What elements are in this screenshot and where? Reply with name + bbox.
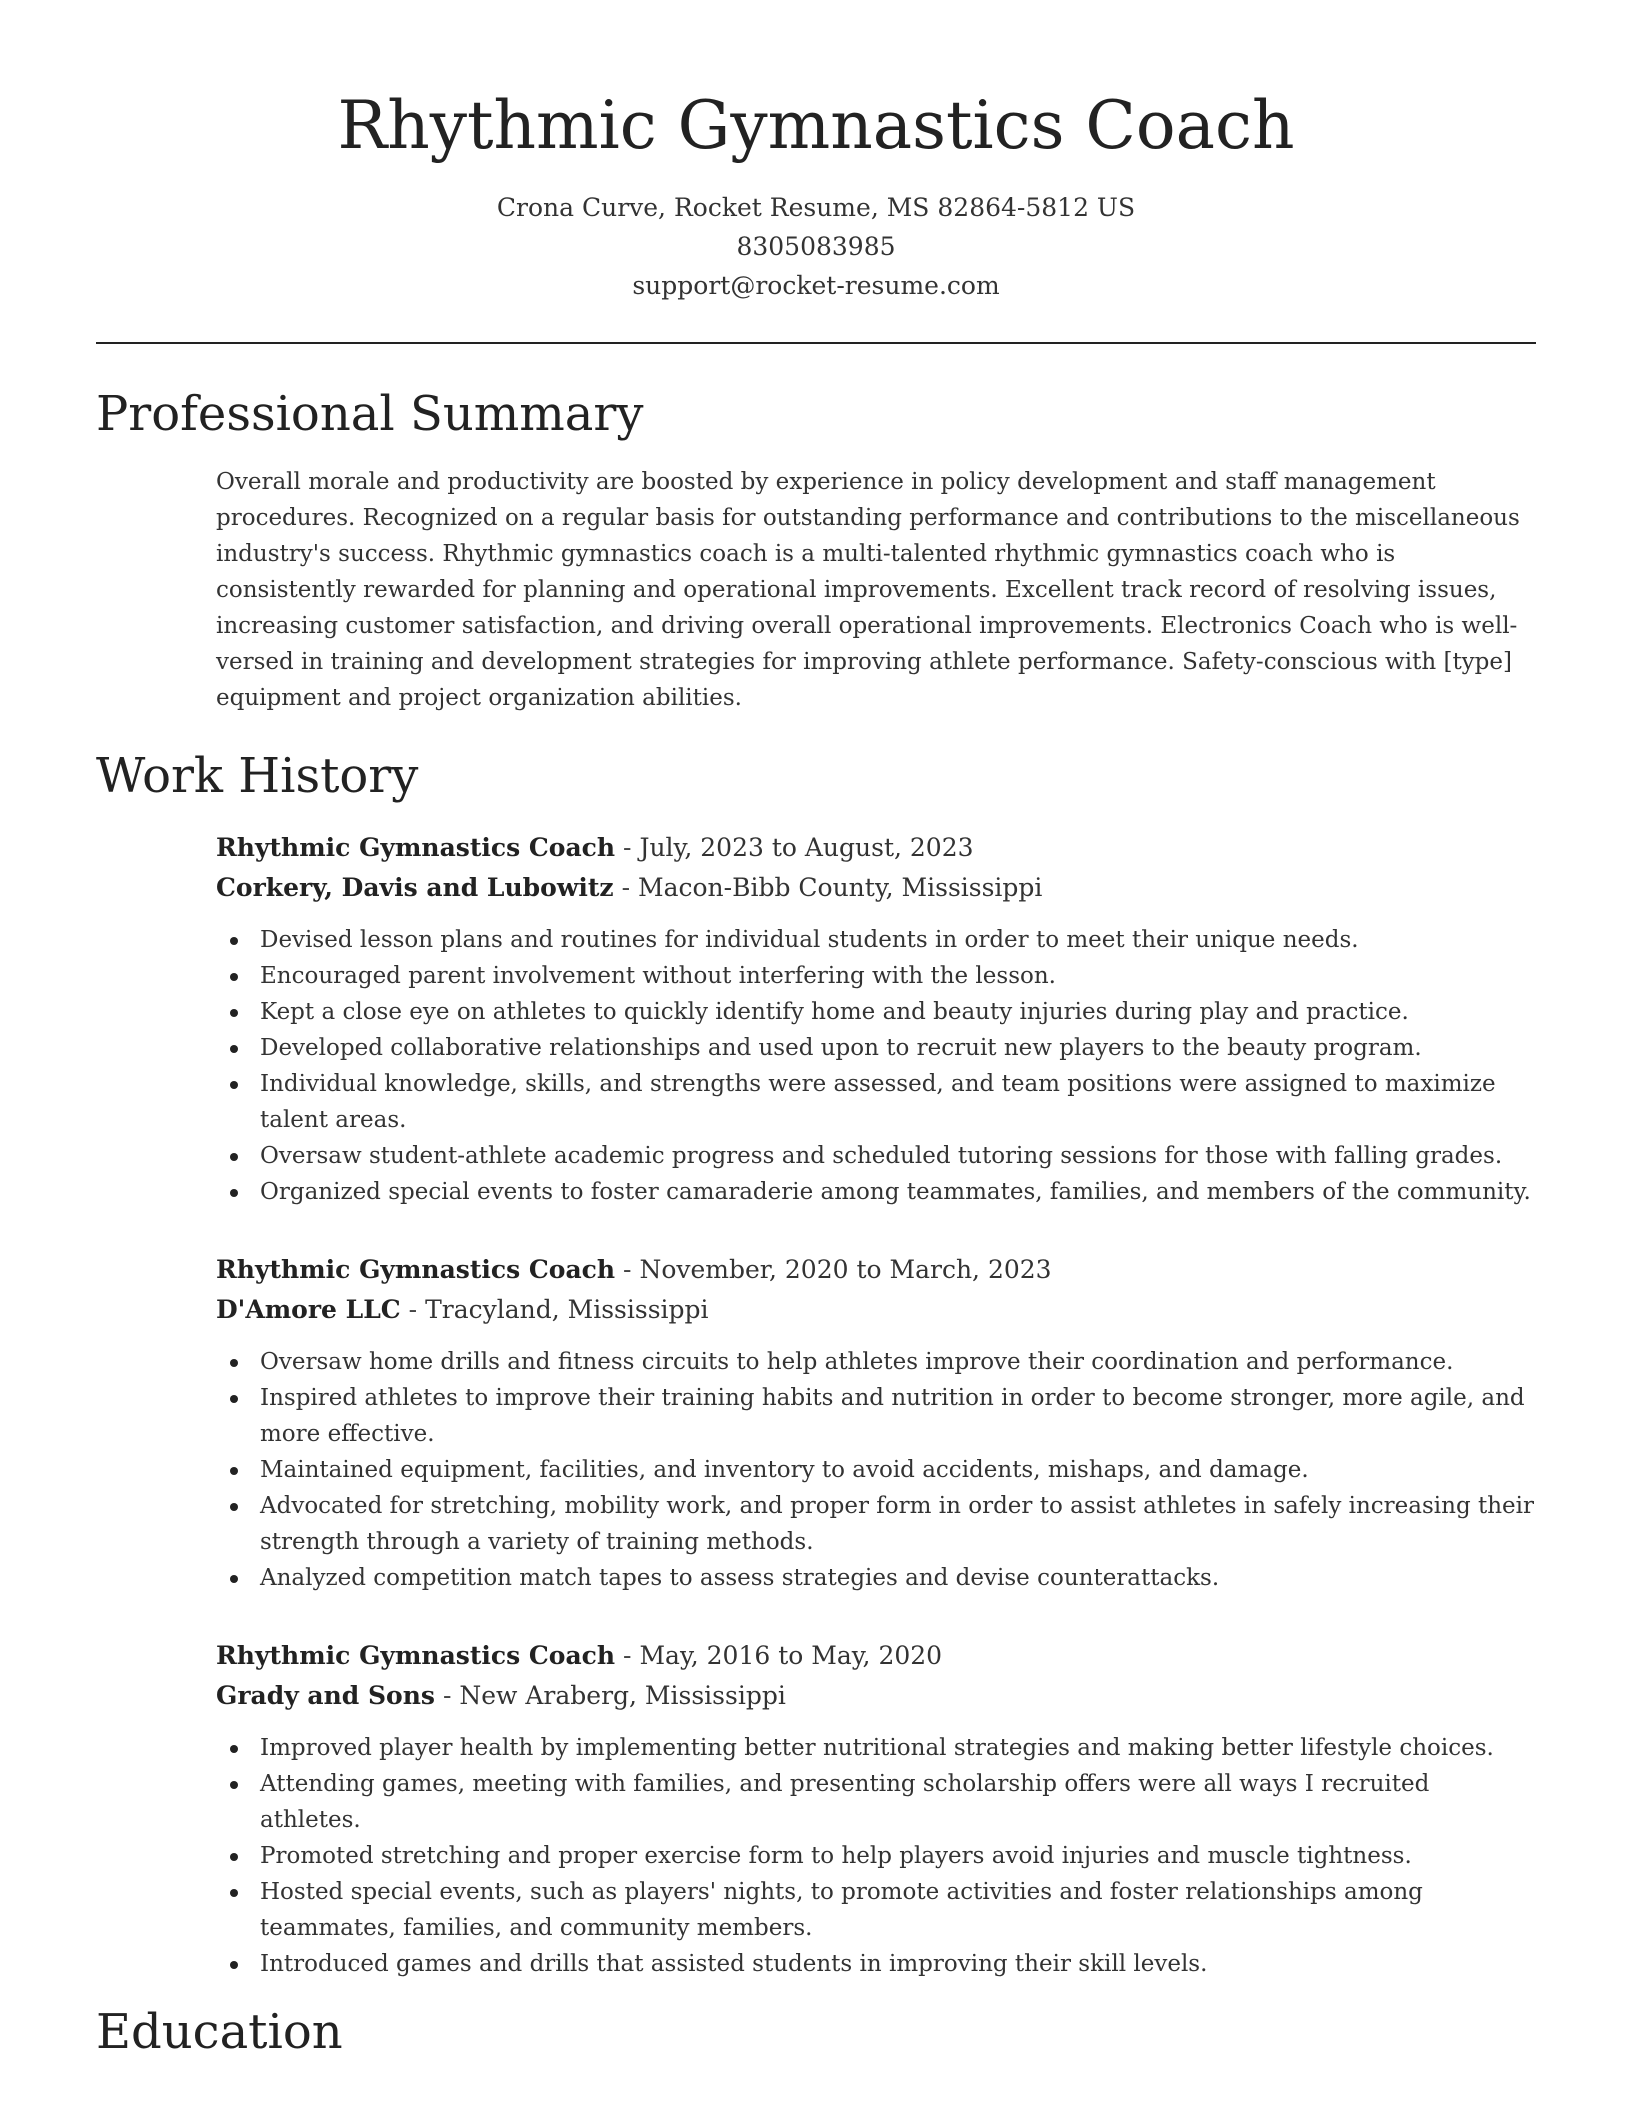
- duty-item: [260, 1138, 1536, 1174]
- duty-text: Improved player health by implementing better nutritional strategies and making better lifestyle choices.: [260, 1735, 1494, 1761]
- job-location: Tracyland, Mississippi: [425, 1295, 709, 1324]
- education-heading: Education: [96, 2004, 343, 2060]
- job-entry: [216, 1250, 1536, 1596]
- duty-text: Oversaw student-athlete academic progress and scheduled tutoring sessions for those with falling grades.: [260, 1143, 1503, 1169]
- resume-title: Rhythmic Gymnastics Coach: [337, 87, 1295, 164]
- job-location: New Araberg, Mississippi: [459, 1681, 786, 1710]
- job-title-line: [216, 828, 1536, 868]
- contact-email: support@rocket-resume.com: [632, 271, 1000, 300]
- duty-text: Encouraged parent involvement without interfering with the lesson.: [260, 963, 1056, 989]
- bullet-icon: [230, 1503, 238, 1511]
- job-company-line: [216, 1676, 1536, 1716]
- duty-item: [260, 1066, 1536, 1138]
- duty-item: [260, 1344, 1536, 1380]
- duty-item: [260, 1766, 1536, 1838]
- bullet-icon: [230, 1961, 238, 1969]
- job-location: Macon-Bibb County, Mississippi: [637, 873, 1043, 902]
- duty-text: Hosted special events, such as players' nights, to promote activities and foster relationships among teammates, families, and community members.: [260, 1879, 1423, 1941]
- bullet-icon: [230, 1153, 238, 1161]
- duty-item: [260, 1380, 1536, 1452]
- separator: -: [623, 833, 632, 862]
- duty-item: [260, 1030, 1536, 1066]
- bullet-icon: [230, 1853, 238, 1861]
- separator: -: [621, 873, 631, 902]
- duty-item: [260, 1730, 1536, 1766]
- separator: -: [442, 1681, 452, 1710]
- bullet-icon: [230, 1081, 238, 1089]
- duty-text: Analyzed competition match tapes to assess strategies and devise counterattacks.: [260, 1565, 1220, 1591]
- bullet-icon: [230, 1045, 238, 1053]
- job-entry: [216, 1636, 1536, 1982]
- separator: -: [408, 1295, 418, 1324]
- duty-text: Maintained equipment, facilities, and inventory to avoid accidents, mishaps, and damage.: [260, 1457, 1309, 1483]
- job-role: Rhythmic Gymnastics Coach: [216, 1255, 616, 1284]
- duty-text: Attending games, meeting with families, and presenting scholarship offers were all ways I recruited athletes.: [260, 1771, 1430, 1833]
- separator: -: [623, 1641, 632, 1670]
- bullet-icon: [230, 1467, 238, 1475]
- bullet-icon: [230, 973, 238, 981]
- bullet-icon: [230, 1395, 238, 1403]
- duty-item: [260, 1452, 1536, 1488]
- duty-item: [260, 1174, 1536, 1210]
- duty-item: [260, 1488, 1536, 1560]
- work-history-section: [216, 828, 1536, 1982]
- job-title-line: [216, 1250, 1536, 1290]
- job-company: D'Amore LLC: [216, 1295, 401, 1324]
- duty-item: [260, 1838, 1536, 1874]
- job-dates: May, 2016 to May, 2020: [639, 1641, 943, 1670]
- duty-item: [260, 1874, 1536, 1946]
- job-dates: November, 2020 to March, 2023: [639, 1255, 1052, 1284]
- duty-text: Individual knowledge, skills, and strengths were assessed, and team positions were assigned to maximize talent areas.: [260, 1071, 1496, 1133]
- duty-text: Introduced games and drills that assisted students in improving their skill levels.: [260, 1951, 1208, 1977]
- job-dates: July, 2023 to August, 2023: [639, 833, 974, 862]
- duty-item: [260, 1946, 1536, 1982]
- duty-item: [260, 994, 1536, 1030]
- bullet-icon: [230, 1745, 238, 1753]
- summary-text: Overall morale and productivity are boosted by experience in policy development and staff management procedures. Recognized on a regular basis for outstanding performance and contributions to the miscellaneous industry's success. Rhythmic gymnastics coach is a multi-talented rhythmic gymnastics coach who is consistently rewarded for planning and operational improvements. Excellent track record of resolving issues, increasing customer satisfaction, and driving overall operational improvements. Electronics Coach who is well-versed in training and development strategies for improving athlete performance. Safety-conscious with [type] equipment and project organization abilities.: [216, 469, 1520, 711]
- summary-section: [216, 464, 1536, 716]
- bullet-icon: [230, 1781, 238, 1789]
- job-role: Rhythmic Gymnastics Coach: [216, 1641, 616, 1670]
- bullet-icon: [230, 1009, 238, 1017]
- bullet-icon: [230, 1889, 238, 1897]
- duty-text: Advocated for stretching, mobility work, and proper form in order to assist athletes in safely increasing their strength through a variety of training methods.: [260, 1493, 1535, 1555]
- duty-text: Developed collaborative relationships and used upon to recruit new players to the beauty program.: [260, 1035, 1422, 1061]
- duty-text: Oversaw home drills and fitness circuits to help athletes improve their coordination and performance.: [260, 1349, 1454, 1375]
- duty-list: [216, 1730, 1536, 1982]
- contact-block: [96, 188, 1536, 305]
- job-entry: [216, 828, 1536, 1210]
- duty-item: [260, 1560, 1536, 1596]
- resume-page: [96, 0, 1536, 2062]
- bullet-icon: [230, 1359, 238, 1367]
- job-company-line: [216, 868, 1536, 908]
- duty-text: Promoted stretching and proper exercise form to help players avoid injuries and muscle tightness.: [260, 1843, 1412, 1869]
- bullet-icon: [230, 1189, 238, 1197]
- duty-text: Devised lesson plans and routines for individual students in order to meet their unique needs.: [260, 927, 1359, 953]
- duty-item: [260, 922, 1536, 958]
- header-divider: [96, 342, 1536, 344]
- duty-text: Kept a close eye on athletes to quickly identify home and beauty injuries during play and practice.: [260, 999, 1409, 1025]
- duty-list: [216, 922, 1536, 1210]
- job-company: Grady and Sons: [216, 1681, 435, 1710]
- bullet-icon: [230, 937, 238, 945]
- job-role: Rhythmic Gymnastics Coach: [216, 833, 616, 862]
- job-title-line: [216, 1636, 1536, 1676]
- duty-list: [216, 1344, 1536, 1596]
- duty-item: [260, 958, 1536, 994]
- bullet-icon: [230, 1575, 238, 1583]
- summary-heading: Professional Summary: [96, 386, 644, 442]
- separator: -: [623, 1255, 632, 1284]
- work-history-heading: Work History: [96, 748, 419, 804]
- contact-phone: 8305083985: [736, 232, 896, 261]
- duty-text: Organized special events to foster camaraderie among teammates, families, and members of the community.: [260, 1179, 1531, 1205]
- job-company-line: [216, 1290, 1536, 1330]
- job-company: Corkery, Davis and Lubowitz: [216, 873, 614, 902]
- contact-address: Crona Curve, Rocket Resume, MS 82864-5812 US: [496, 193, 1136, 222]
- duty-text: Inspired athletes to improve their training habits and nutrition in order to become stronger, more agile, and more effective.: [260, 1385, 1525, 1447]
